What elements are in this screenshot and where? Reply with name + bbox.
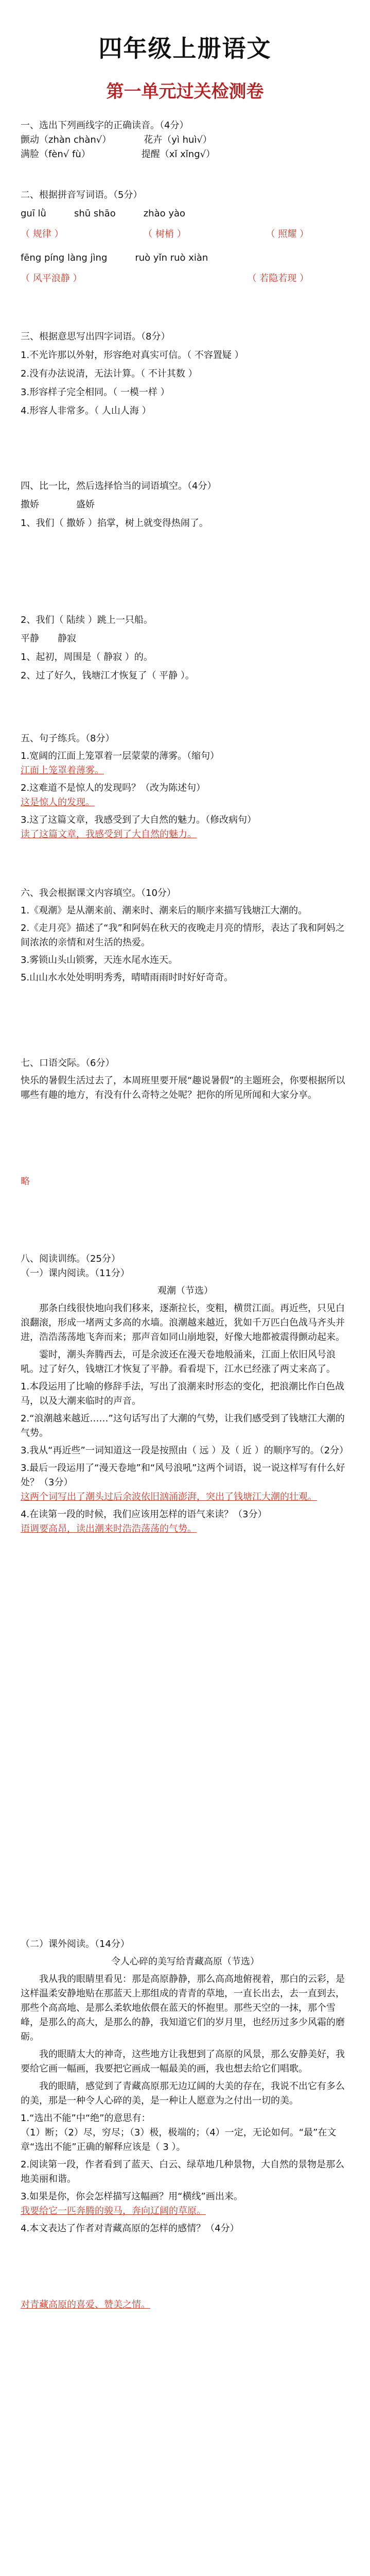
q2-section: [21, 188, 350, 286]
q3-item-4: 4.形容人非常多。（ 人山人海 ）: [21, 405, 151, 416]
q7-section: [21, 1056, 350, 1189]
q4-word-pair-2: 平静 静寂: [21, 633, 76, 644]
q8-passage2-q-4: 4.本文表达了作者对青藏高原的怎样的感情？（4分）: [21, 2223, 239, 2234]
q8-passage2-q-3: 3.如果是你，你会怎样描写这幅画？用“横线”画出来。: [21, 2191, 243, 2202]
q2-answer-4: （ 风平浪静 ）: [21, 273, 82, 284]
q8-passage1-answer-5: 语调要高昂，读出潮来时浩浩荡荡的气势。: [21, 1523, 197, 1534]
q8-passage1-q-3: 3.我从“再近些”一词知道这一段是按照由（ 远 ）及（ 近 ）的顺序写的。（2分）: [21, 1445, 349, 1456]
q1-section: [21, 118, 350, 162]
q6-item-4: 5.山山水水处处明明秀秀，晴晴雨雨时时好好奇奇。: [21, 972, 234, 983]
q4-section: [21, 479, 350, 683]
q8-passage2-answer-4: 对青藏高原的喜爱、赞美之情。: [21, 2299, 150, 2310]
q5-item-1: 1.宽阔的江面上笼罩着一层蒙蒙的薄雾。（缩句）: [21, 751, 220, 761]
q1-heading: 一、选出下列画线字的正确读音。（4分）: [21, 120, 189, 131]
q5-answer-3: 读了这篇文章，我感受到了大自然的魅力。: [21, 829, 197, 840]
q6-item-2: 2.《走月亮》描述了“我”和阿妈在秋天的夜晚走月亮的情形，表达了我和阿妈之间浓浓的亲情和对生活的热爱。: [21, 923, 345, 948]
q4-word-pair-1: 撒娇 盛娇: [21, 499, 95, 510]
q8-passage1-para-1: 那条白线很快地向我们移来，逐渐拉长，变粗，横贯江面。再近些，只见白浪翻滚，形成一堵两丈多高的水墙。浪潮越来越近，犹如千万匹白色战马齐头并进，浩浩荡荡地飞奔而来；那声音如同山崩地裂，好像大地都被震得颤动起来。: [21, 1303, 345, 1343]
q5-item-3: 3.这了这篇文章，我感受到了大自然的魅力。（修改病句）: [21, 815, 257, 825]
q3-item-1: 1.不光许那以外射，形容绝对真实可信。（ 不容置疑 ）: [21, 350, 244, 361]
q2-answers-1: [21, 227, 309, 242]
q8-part2-section: [21, 1937, 350, 2312]
q4-heading: 四、比一比，然后选择恰当的词语填空。（4分）: [21, 481, 217, 492]
q5-answer-1: 江面上笼罩着薄雾。: [21, 765, 104, 776]
q2-answer-5: （ 若隐若现 ）: [247, 273, 309, 284]
q7-answer: 略: [21, 1176, 30, 1187]
q8-passage1-para-2: 霎时，潮头奔腾西去，可是余波还在漫天卷地般涌来，江面上依旧风号浪吼。过了好久，钱塘江才恢复了平静。看看堤下，江水已经涨了两丈来高了。: [21, 1349, 336, 1375]
q4-sentence-1: 1、我们（ 撒娇 ）掐掌，树上就变得热闹了。: [21, 518, 208, 529]
q8-passage2-q-2: 2.阅读第一段，作者看到了蓝天、白云、绿草地几种景物，大自然的景物是那么地美丽和谐。: [21, 2159, 345, 2184]
page-title: 四年级上册语文: [98, 35, 272, 62]
q3-item-2: 2.没有办法说清，无法计算。（ 不计其数 ）: [21, 368, 198, 379]
q8-passage2-answer-3: 我要给它一匹奔腾的骏马，奔向辽阔的草原。: [21, 2206, 206, 2216]
q8-part1-heading: （一）课内阅读。（11分）: [21, 1268, 130, 1279]
q2-pinyin-2: fēng píng làng jìng ruò yǐn ruò xiàn: [21, 252, 208, 263]
q8-passage1-title: 观潮（节选）: [157, 1285, 213, 1296]
q8-part2-heading: （二）课外阅读。（14分）: [21, 1939, 130, 1950]
q7-heading: 七、口语交际。（6分）: [21, 1058, 115, 1069]
q1-line-2: 满脸（fèn√ fù） 提醒（xǐ xǐng√）: [21, 149, 216, 160]
q2-answer-2: （ 树梢 ）: [143, 229, 186, 240]
q8-passage2-para-1: 我从我的眼睛里看见：那是高原静静，那么高高地俯视着，那白的云彩，是这样温柔安静地贴在那蓝天上那组成的青青的草地，一直长出去，去一直到去，那些个高高地、是那么柔软地依偎在蓝天的怀抱里。那些天空的一抹，那个雪峰，是那么的高大，是那么的静，我知道它们的岁月里，也经历过多少风霜的磨砺。: [21, 1974, 345, 2042]
q5-answer-2: 这是惊人的发现。: [21, 797, 95, 808]
q2-pinyin-1: guī lǜ shū shāo zhào yào: [21, 208, 186, 219]
q1-line-1: 颤动（zhàn chàn√） 花卉（yì huì√）: [21, 134, 212, 145]
page-subtitle: 第一单元过关检测卷: [106, 81, 264, 102]
q8-passage1-q-5: 4.在读第一段的时候，我们应该用怎样的语气来读？（3分）: [21, 1509, 267, 1520]
q8-heading: 八、阅读训练。（25分）: [21, 1253, 120, 1264]
q8-passage2-title: 令人心碎的美写给青藏高原（节选）: [111, 1956, 259, 1967]
q8-passage1-answer-4: 这两个词写出了潮头过后余波依旧汹涌澎湃，突出了钱塘江大潮的壮观。: [21, 1492, 317, 1502]
q8-passage2-q-1: 1.“选出不能”中“绝”的意思有：: [21, 2113, 151, 2124]
q2-heading: 二、根据拼音写词语。（5分）: [21, 190, 143, 200]
q6-item-3: 3.雾锁山头山锁雾，天连水尾水连天。: [21, 955, 178, 965]
q3-heading: 三、根据意思写出四字词语。（8分）: [21, 331, 170, 342]
q3-section: [21, 330, 350, 418]
q2-answer-1: （ 规律 ）: [21, 229, 64, 240]
q6-heading: 六、我会根据课文内容填空。（10分）: [21, 888, 176, 899]
q8-passage2-para-3: 我的眼睛，感觉到了青藏高原那无边辽阔的大美的存在，我说不出它有多么的美，那是一种令人心碎的美，是一种让人愿意为之付出一切的美。: [21, 2081, 345, 2106]
q8-passage1-q-1: 1.本段运用了比喻的修辞手法，写出了浪潮来时形态的变化，把浪潮比作白色战马，以及大潮来临时的声音。: [21, 1381, 345, 1406]
q2-answers-2: [21, 272, 309, 286]
q5-section: [21, 732, 350, 842]
q2-answer-3: （ 照耀 ）: [266, 229, 309, 240]
q3-item-3: 3.形容样子完全相同。（ 一模一样 ）: [21, 387, 170, 398]
q4-sentence-2: 2、我们（ 陆续 ）跳上一只船。: [21, 615, 153, 625]
q4-sentence-3: 1、起初，周围是（ 静寂 ）的。: [21, 652, 153, 663]
q8-passage1-q-4: 3.最后一段运用了“漫天卷地”和“风号浪吼”这两个词语，说一说这样写有什么好处？（3分）: [21, 1463, 345, 1488]
q4-sentence-4: 2、过了好久，钱塘江才恢复了（ 平静 ）。: [21, 670, 195, 681]
q8-section: [21, 1252, 350, 1536]
q8-passage1-q-2: 2.“浪潮越来越近……”这句话写出了大潮的气势，让我们感受到了钱塘江大潮的气势。: [21, 1413, 345, 1438]
q6-item-1: 1.《观潮》是从潮来前、潮来时、潮来后的顺序来描写钱塘江大潮的。: [21, 905, 308, 916]
q5-item-2: 2.这难道不是惊人的发现吗？（改为陈述句）: [21, 783, 206, 793]
q5-heading: 五、句子练兵。（8分）: [21, 733, 115, 744]
q8-passage2-para-2: 我的眼睛太大的神奇，这些地方让我想到了高原的风景，那么安静美好，我要给它画一幅画，我要把它画成一幅最美的画，我也想去给它们唱歌。: [21, 2049, 345, 2074]
q7-body: 快乐的暑假生活过去了，本周班里要开展“趣说暑假”的主题班会，你要根据所以哪些有趣的地方，有没有什么奇特之处呢？把你的所见所闻和大家分享。: [21, 1075, 345, 1100]
q8-passage2-q-1-options: （1）断；（2）尽，穷尽；（3）极，极端的；（4）一定，无论如何。“最”在文章“选出不能”正确的解释应该是（ 3 ）。: [21, 2127, 337, 2153]
q6-section: [21, 886, 350, 985]
